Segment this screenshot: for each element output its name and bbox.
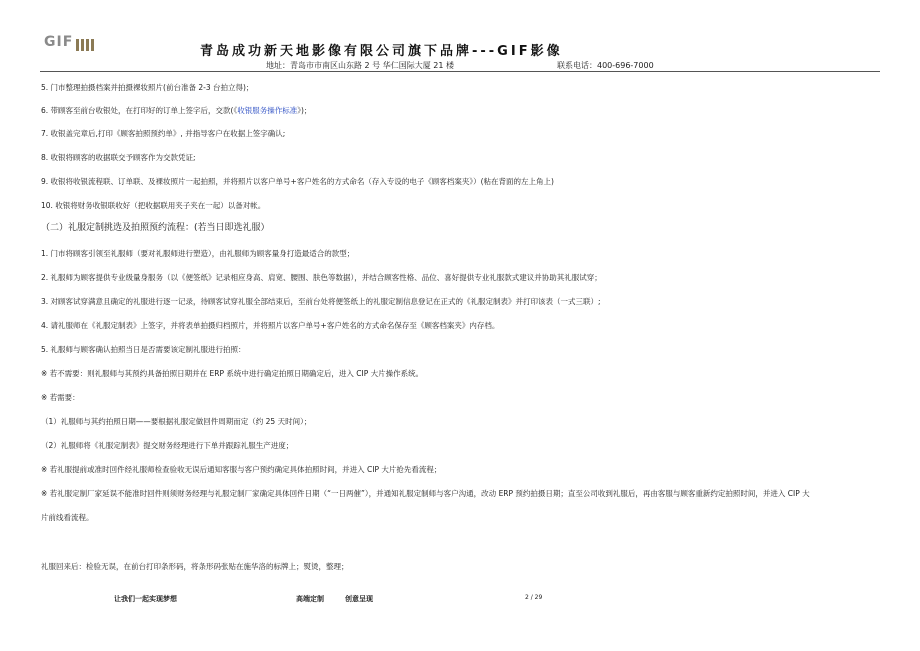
step-6 [41,105,311,116]
gif-logo [44,34,104,50]
note-needed: ※ 若需要： [41,393,80,402]
footer-slogan: 让我们一起实现梦想 [114,595,177,603]
page-header [0,0,920,72]
section-heading: （二）礼服定制挑选及拍照预约流程：(若当日即选礼服） [41,223,270,233]
step-10: 10. 收银将财务收银联收好（把收据联用夹子夹在一起）以备对帐。 [41,201,266,210]
page-number: 2 / 29 [525,594,543,601]
note-delay: ※ 若礼服定制厂家延误不能准时回件则须财务经理与礼服定制厂家确定具体回件日期（“一日两催”），并通知礼服定制师与客户沟通，改动 ERP 预约拍摄日期；直至公司收到礼服后，再由客服与顾客重新约定拍照时间，并进入 CIP 大 [41,489,810,498]
dress-step-2: 2. 礼服师为顾客提供专业级量身服务（以《便签纸》记录相应身高、肩宽、腰围、肤色等数据），并结合顾客性格、品位、喜好提供专业礼服款式建议并协助其礼服试穿； [41,273,602,282]
logo-bars-icon [76,36,104,48]
logo-text: GIF [44,34,74,50]
dress-step-5: 5. 礼服师与顾客确认拍照当日是否需要该定制礼服进行拍照： [41,345,246,354]
dress-return-note: 礼服回来后：检验无误，在前台打印条形码，将条形码张贴在施华洛的标牌上；熨烫，整理； [41,562,349,571]
step-8: 8. 收银将顾客的收据联交予顾客作为交款凭证; [41,153,196,162]
company-phone: 联系电话：400-696-7000 [557,61,654,70]
step-5: 5. 门市整理拍摄档案并拍摄裸妆照片(前台准备 2-3 台拍立得)； [41,83,254,92]
step-6-text: 6. 带顾客至前台收银处，在打印好的订单上签字后，交款(《 [41,106,238,115]
header-divider [40,71,880,72]
company-address: 地址：青岛市市南区山东路 2 号 华仁国际大厦 21 楼 [266,61,454,70]
company-title: 青岛成功新天地影像有限公司旗下品牌---GIF影像 [200,44,563,59]
note-early-return: ※ 若礼服提前或准时回件经礼服师检查验收无误后通知客服与客户预约确定具体拍照时间，并进入 CIP 大片抢先看流程； [41,465,442,474]
step-7: 7. 收银盖完章后,打印《顾客拍照预约单》, 并指导客户在收据上签字确认; [41,129,286,138]
footer-tag-custom: 高端定制 [296,595,324,603]
step-9: 9. 收银将收银流程联、订单联、及裸妆照片一起拍照，并将照片以客户单号+客户姓名的方式命名（存入专设的电子《顾客档案夹》）(粘在背面的左上角上) [41,177,554,186]
note-item-1: （1）礼服师与其约拍照日期——要根据礼服定做回件周期而定（约 25 天时间）； [41,417,312,426]
step-6-end: 》)； [297,106,312,115]
note-delay-cont: 片前线看流程。 [41,513,94,522]
dress-step-4: 4. 请礼服师在《礼服定制表》上签字，并将表单拍摄归档照片，并将照片以客户单号+客户姓名的方式命名保存至《顾客档案夹》内存档。 [41,321,500,330]
cashier-standard-link[interactable]: 收银服务操作标准 [237,106,298,115]
dress-step-3: 3. 对顾客试穿满意且确定的礼服进行逐一记录，待顾客试穿礼服全部结束后，至前台处将便签纸上的礼服定制信息登记在正式的《礼服定制表》并打印该表（一式三联）; [41,297,601,306]
footer-tag-creative: 创意呈现 [345,595,373,603]
note-item-2: （2）礼服师将《礼服定制表》提交财务经理进行下单并跟踪礼服生产进度； [41,441,294,450]
dress-step-1: 1. 门市将顾客引领至礼服师（要对礼服师进行塑造），由礼服师为顾客量身打造最适合的款型； [41,249,355,258]
note-not-needed: ※ 若不需要：则礼服师与其预约具备拍照日期并在 ERP 系统中进行确定拍照日期确定后，进入 CIP 大片操作系统。 [41,369,424,378]
